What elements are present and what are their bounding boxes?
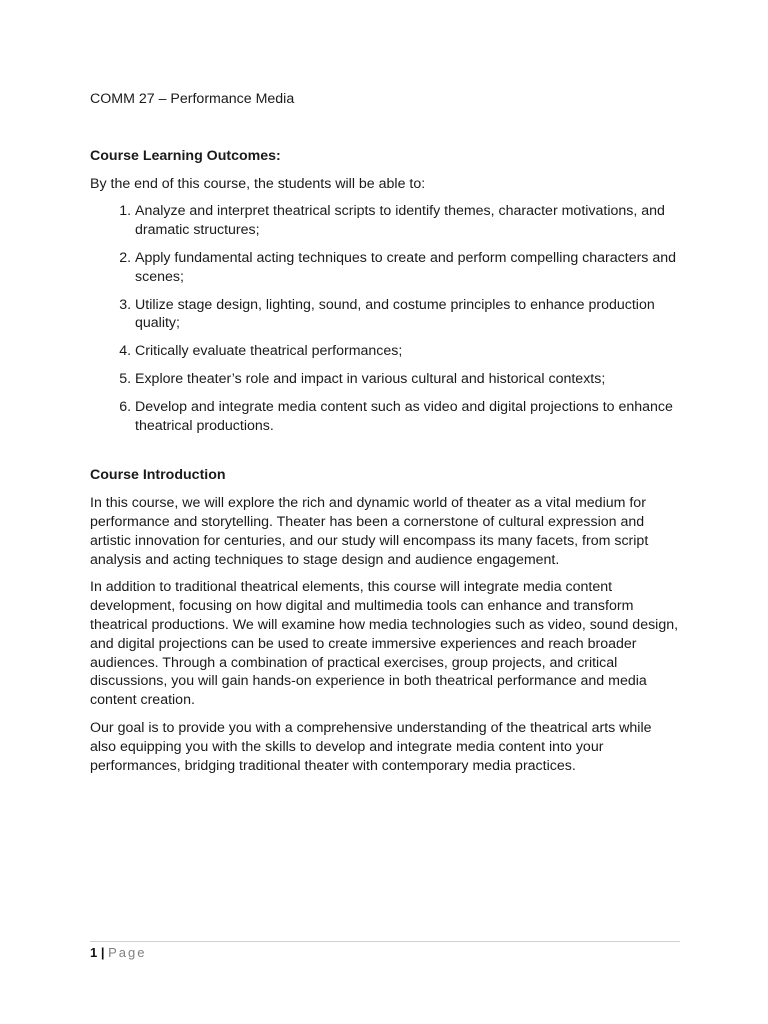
outcome-item: 4. Critically evaluate theatrical performances; — [135, 342, 680, 361]
outcome-item: 2. Apply fundamental acting techniques to create and perform compelling characters and scenes; — [135, 249, 680, 287]
page-number: 1 — [90, 945, 98, 960]
document-page — [90, 90, 680, 784]
page-footer — [90, 941, 680, 962]
document-title: COMM 27 – Performance Media — [90, 91, 295, 107]
introduction-paragraph: In addition to traditional theatrical elements, this course will integrate media content development, focusing on how digital and multimedia tools can enhance and transform theatrical productions. We will examine how media technologies such as video, sound design, and digital projections can be used to create immersive experiences and reach broader audiences. Through a combination of practical exercises, group projects, and critical discussions, you will gain hands-on experience in both theatrical performance and media content creation. — [90, 579, 679, 709]
outcomes-heading: Course Learning Outcomes: — [90, 147, 281, 164]
outcome-item: 3. Utilize stage design, lighting, sound, and costume principles to enhance production quality; — [135, 296, 680, 334]
outcome-item: 1. Analyze and interpret theatrical scripts to identify themes, character motivations, and dramatic structures; — [135, 202, 680, 240]
introduction-paragraph: In this course, we will explore the rich and dynamic world of theater as a vital medium for performance and storytelling. Theater has been a cornerstone of cultural expression and artistic innovation for centuries, and our study will encompass its many facets, from script analysis and acting techniques to stage design and audience engagement. — [90, 495, 649, 568]
outcomes-intro: By the end of this course, the students will be able to: — [90, 175, 426, 192]
footer-separator: | — [100, 945, 105, 960]
outcomes-list — [90, 202, 680, 435]
introduction-paragraph: Our goal is to provide you with a comprehensive understanding of the theatrical arts while also equipping you with the skills to develop and integrate media content into your performances, bridging traditional theater with contemporary media practices. — [90, 719, 652, 774]
introduction-heading: Course Introduction — [90, 467, 226, 484]
outcome-item: 5. Explore theater’s role and impact in various cultural and historical contexts; — [135, 370, 680, 389]
outcome-item: 6. Develop and integrate media content such as video and digital projections to enhance theatrical productions. — [135, 398, 680, 436]
page-label: Page — [108, 945, 147, 960]
